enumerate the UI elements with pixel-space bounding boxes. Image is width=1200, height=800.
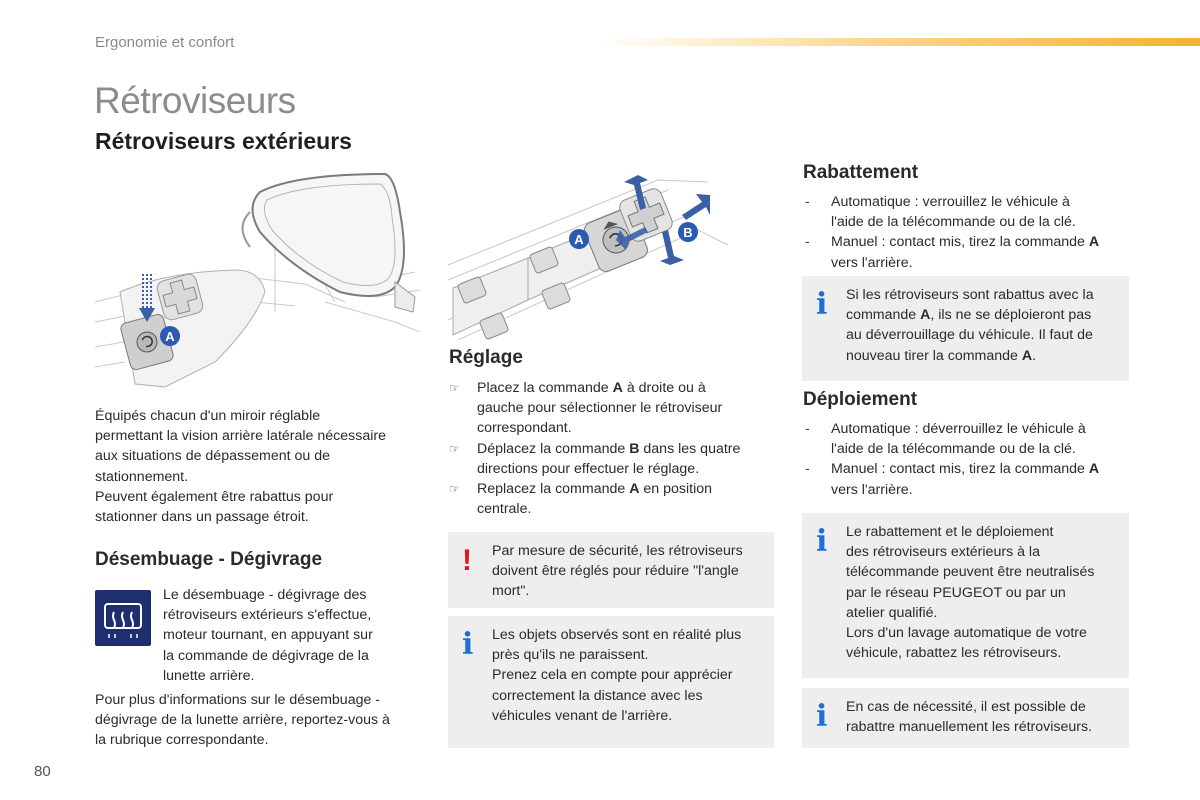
list-item: - Manuel : contact mis, tirez la commande A vers l'arrière. [803, 232, 1133, 272]
info-icon: i [816, 287, 828, 322]
header-accent-bar [600, 38, 1200, 46]
folding-heading: Rabattement [803, 162, 919, 183]
info-icon: i [462, 627, 474, 662]
info-icon: i [816, 524, 828, 559]
defrost-paragraph: Le désembuage - dégivrage des rétroviseurs extérieurs s'effectue, moteur tournant, en appuyant sur la commande de dégivrage de la lunette arrière. [163, 587, 373, 684]
unfolding-heading: Déploiement [803, 389, 918, 410]
warning-icon: ! [462, 544, 472, 577]
intro-paragraph: Équipés chacun d'un miroir réglable permettant la vision arrière latérale nécessaire aux situations de dépassement ou de stationnement. Peuvent également être rabattus pour stationner dans un passage étroit. [95, 408, 386, 526]
defrost-heading: Désembuage - Dégivrage [95, 549, 323, 570]
mirror-distance-info-notice: i Les objets observés sont en réalité plus près qu'ils ne paraissent. Prenez cela en compte pour apprécier correctement la distance avec les véhicules venant de l'arrière. [448, 616, 774, 748]
list-item: - Automatique : verrouillez le véhicule à l'aide de la télécommande ou de la clé. [803, 192, 1133, 232]
label-b-badge: B [683, 225, 693, 240]
rear-defrost-icon [95, 590, 151, 646]
label-a-badge: A [165, 329, 175, 344]
header-section-label: Ergonomie et confort [95, 34, 235, 51]
list-item: ☞ Déplacez la commande B dans les quatre directions pour effectuer le réglage. [449, 439, 774, 479]
folding-steps [803, 192, 1133, 273]
page-number: 80 [34, 763, 51, 780]
adjustment-steps [449, 378, 774, 519]
section-title: Rétroviseurs extérieurs [95, 128, 352, 154]
page-title: Rétroviseurs [94, 80, 296, 121]
label-a-badge: A [574, 232, 584, 247]
adjustment-heading: Réglage [449, 347, 523, 368]
info-icon: i [816, 699, 828, 734]
mirror-switch-illustration [448, 170, 773, 340]
mirror-door-illustration [95, 172, 420, 397]
manual-folding-info-notice: i En cas de nécessité, il est possible de rabattre manuellement les rétroviseurs. [802, 688, 1129, 748]
list-item: ☞ Placez la commande A à droite ou à gauche pour sélectionner le rétroviseur correspondant. [449, 378, 774, 439]
remote-neutralise-info-notice: i Le rabattement et le déploiement des rétroviseurs extérieurs à la télécommande peuvent être neutralisés par le réseau PEUGEOT ou par un atelier qualifié. Lors d'un lavage automatique de votre véhicule, rabattez les rétroviseurs. [802, 513, 1129, 678]
safety-warning-notice: ! Par mesure de sécurité, les rétroviseurs doivent être réglés pour réduire "l'angle mort". [448, 532, 774, 608]
list-item: ☞ Replacez la commande A en position centrale. [449, 479, 774, 519]
list-item: - Manuel : contact mis, tirez la commande A vers l'arrière. [803, 459, 1133, 499]
unfolding-steps [803, 419, 1133, 500]
list-item: - Automatique : déverrouillez le véhicule à l'aide de la télécommande ou de la clé. [803, 419, 1133, 459]
folded-mirror-info-notice: i Si les rétroviseurs sont rabattus avec la commande A, ils ne se déploieront pas au déverrouillage du véhicule. Il faut de nouveau tirer la commande A. [802, 276, 1129, 381]
defrost-reference-paragraph: Pour plus d'informations sur le désembuage - dégivrage de la lunette arrière, reportez-vous à la rubrique correspondante. [95, 692, 390, 749]
